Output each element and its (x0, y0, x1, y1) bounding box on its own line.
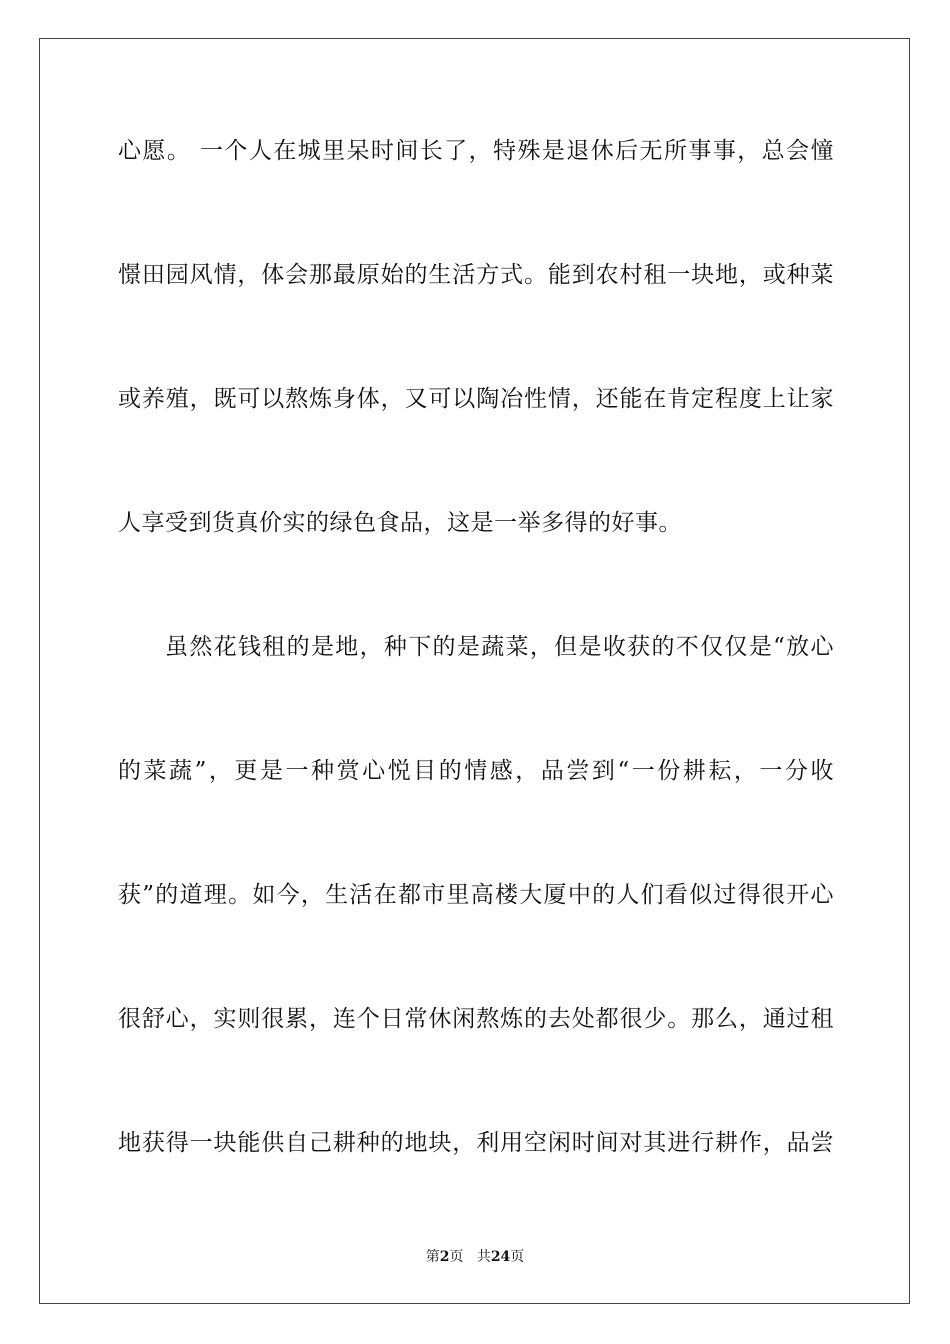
total-suffix: 页 (510, 1249, 525, 1265)
page-suffix: 页 (449, 1249, 464, 1265)
text-line-3: 或养殖，既可以熬炼身体，又可以陶冶性情，还能在肯定程度上让家 (118, 386, 834, 412)
text-line-5: 虽然花钱租的是地，种下的是蔬菜，但是收获的不仅仅是“放心 (165, 634, 834, 660)
page-number: 2 (439, 1249, 450, 1265)
text-line-9: 地获得一块能供自己耕种的地块，利用空闲时间对其进行耕作，品尝 (118, 1130, 834, 1156)
text-line-7: 获”的道理。如今，生活在都市里高楼大厦中的人们看似过得很开心 (118, 882, 834, 908)
text-line-4: 人享受到货真价实的绿色食品，这是一举多得的好事。 (118, 510, 682, 536)
page-frame (39, 38, 910, 1304)
total-prefix: 共 (476, 1249, 491, 1265)
text-line-1: 心愿。 一个人在城里呆时间长了，特殊是退休后无所事事，总会憧 (118, 138, 834, 164)
text-line-8: 很舒心，实则很累，连个日常休闲熬炼的去处都很少。那么，通过租 (118, 1006, 834, 1032)
text-line-2: 憬田园风情，体会那最原始的生活方式。能到农村租一块地，或种菜 (118, 262, 834, 288)
text-line-6: 的菜蔬”，更是一种赏心悦目的情感，品尝到“一份耕耘，一分收 (118, 758, 834, 784)
total-pages: 24 (490, 1249, 511, 1265)
page-prefix: 第 (425, 1249, 440, 1265)
page-footer (0, 1248, 950, 1266)
